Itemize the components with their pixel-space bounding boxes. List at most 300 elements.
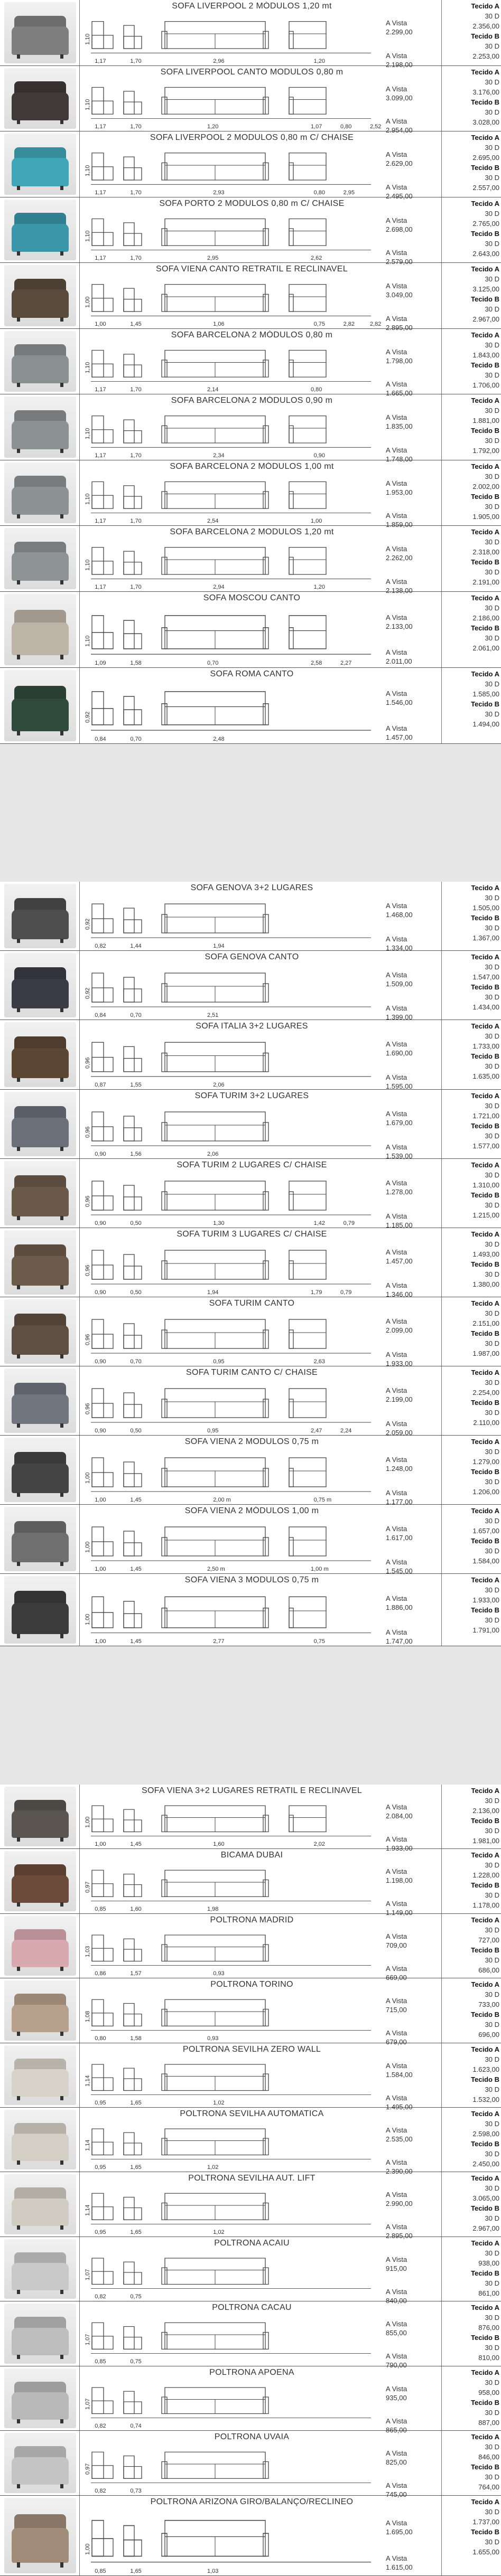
- dimension-value: 1,45: [130, 1638, 142, 1645]
- fabric-price-value: 727,00: [478, 1936, 499, 1944]
- fabric-tier-label: Tecido B: [471, 624, 499, 632]
- product-title-text: SOFA LIVERPOOL CANTO MODULOS 0,80 m: [157, 68, 347, 77]
- a-vista-label-b: A Vista: [386, 1835, 407, 1843]
- column-divider: [79, 1785, 80, 1848]
- dimension-labels: [89, 941, 385, 949]
- product-title-text: SOFA VIENA 2 MÓDULOS 1,00 m: [182, 1506, 322, 1515]
- product-drawing: [80, 2313, 382, 2356]
- fabric-price-value: 686,00: [478, 1966, 499, 1974]
- column-divider: [441, 1785, 442, 1848]
- sofa-leg: [60, 514, 63, 518]
- product-title-text: POLTRONA APOENA: [206, 2368, 298, 2377]
- fabric-prices: [444, 593, 499, 653]
- fabric-tier-label: Tecido B: [471, 2204, 499, 2212]
- product-title-text: SOFA TURIM 3+2 LUGARES: [192, 1091, 312, 1100]
- fabric-price-value: 30 D: [485, 1062, 499, 1070]
- a-vista-label: A Vista: [386, 1179, 407, 1187]
- dimension-value: 0,75: [313, 1638, 326, 1645]
- dimension-value: 0,90: [313, 452, 326, 459]
- a-vista-label: A Vista: [386, 971, 407, 979]
- dimension-value: 0,79: [343, 1220, 355, 1226]
- column-divider: [441, 1020, 442, 1089]
- product-drawing: [80, 78, 382, 121]
- height-label: 1,07: [85, 2269, 91, 2280]
- fabric-tier-label: Tecido B: [471, 2528, 499, 2536]
- a-vista-label-b: A Vista: [386, 2481, 407, 2489]
- column-divider: [441, 951, 442, 1020]
- product-row: [0, 394, 501, 463]
- product-drawing: [80, 209, 382, 253]
- a-vista-label-b: A Vista: [386, 2223, 407, 2231]
- dimension-drawing: [80, 680, 382, 734]
- dimension-value: 1,17: [95, 190, 106, 196]
- product-photo: [4, 1507, 76, 1571]
- a-vista-label: A Vista: [386, 2320, 407, 2328]
- fabric-price-value: 30 D: [485, 240, 499, 248]
- product-title: [95, 1437, 409, 1448]
- price-spacer: [386, 234, 439, 248]
- fabric-tier-label: Tecido A: [471, 397, 499, 404]
- fabric-price-value: 30 D: [485, 2409, 499, 2417]
- a-vista-price: 1.690,00: [386, 1049, 413, 1057]
- cash-prices: [386, 1386, 439, 1437]
- a-vista-label-b: A Vista: [386, 249, 407, 257]
- sofa-seat-shape: [12, 1603, 69, 1634]
- height-label: 1,10: [85, 362, 91, 373]
- a-vista-price: 2.099,00: [386, 1326, 413, 1334]
- a-vista-label-b: A Vista: [386, 1212, 407, 1220]
- column-divider: [79, 2172, 80, 2237]
- fabric-tier-label: Tecido A: [471, 2369, 499, 2376]
- price-spacer: [386, 497, 439, 511]
- a-vista-price-b: 1.185,00: [386, 1221, 413, 1229]
- product-title-text: SOFA GENOVA 3+2 LUGARES: [187, 883, 316, 892]
- dimension-value: 1,00: [311, 518, 322, 524]
- a-vista-price-b: 865,00: [386, 2426, 407, 2434]
- product-row: [0, 951, 501, 1020]
- dimension-drawing: [80, 1378, 382, 1426]
- height-label: 1,10: [85, 33, 91, 45]
- fabric-tier-label: Tecido B: [471, 32, 499, 40]
- sofa-leg: [60, 2096, 63, 2100]
- dimension-value: 0,73: [130, 2488, 142, 2494]
- fabric-price-value: 30 D: [485, 2379, 499, 2386]
- cash-prices: [386, 1317, 439, 1368]
- dimension-value: 0,70: [207, 660, 219, 666]
- a-vista-price-b: 1.399,00: [386, 1013, 413, 1021]
- sofa-seat-shape: [12, 1187, 69, 1216]
- a-vista-price: 2.199,00: [386, 1395, 413, 1403]
- sofa-seat-shape: [12, 421, 69, 449]
- dimension-value: 0,70: [130, 736, 142, 742]
- product-photo: [4, 1576, 76, 1644]
- a-vista-label: A Vista: [386, 2385, 407, 2393]
- product-row: [0, 2431, 501, 2496]
- dimension-drawing: [80, 2249, 382, 2291]
- sofa-seat-shape: [12, 2069, 69, 2097]
- dimension-value: 2,02: [313, 1841, 326, 1847]
- dimension-labels: [89, 450, 385, 459]
- fabric-tier-label: Tecido B: [471, 98, 499, 106]
- dimension-value: 0,90: [95, 1358, 106, 1365]
- product-row: [0, 882, 501, 951]
- dimension-drawing: [80, 2184, 382, 2227]
- product-title: [95, 669, 409, 680]
- dimension-value: 0,50: [130, 1428, 142, 1434]
- dimension-value: 0,86: [95, 1970, 106, 1977]
- dimension-labels: [89, 1904, 385, 1912]
- column-divider: [441, 263, 442, 328]
- fabric-tier-label: Tecido A: [471, 1369, 499, 1376]
- a-vista-price: 1.584,00: [386, 2071, 413, 2079]
- dimension-value: 2,47: [311, 1428, 322, 1434]
- fabric-price-value: 30 D: [485, 1309, 499, 1317]
- fabric-price-value: 2.318,00: [472, 548, 499, 556]
- dimension-value: 0,85: [95, 1906, 106, 1912]
- a-vista-price: 825,00: [386, 2458, 407, 2466]
- column-divider: [79, 2108, 80, 2172]
- sofa-seat-shape: [12, 289, 69, 317]
- product-photo: [4, 2, 76, 63]
- fabric-tier-label: Tecido A: [471, 1299, 499, 1307]
- product-drawing: [80, 1447, 382, 1495]
- dimension-value: 2,48: [213, 736, 225, 742]
- sofa-leg: [60, 1967, 63, 1971]
- dimension-labels: [89, 1149, 385, 1157]
- dimension-drawing: [80, 2055, 382, 2098]
- fabric-price-value: 30 D: [485, 1032, 499, 1040]
- a-vista-price-b: 2.954,00: [386, 126, 413, 134]
- a-vista-price-b: 1.595,00: [386, 1082, 413, 1090]
- cash-prices: [386, 1803, 439, 1853]
- fabric-price-value: 30 D: [485, 210, 499, 218]
- fabric-tier-label: Tecido A: [471, 2239, 499, 2247]
- dimension-value: 1,02: [213, 2100, 225, 2106]
- fabric-price-value: 30 D: [485, 1270, 499, 1278]
- dimension-value: 0,90: [95, 1428, 106, 1434]
- sofa-leg: [60, 2355, 63, 2359]
- product-title: [95, 2239, 409, 2249]
- sofa-leg: [60, 655, 63, 659]
- fabric-prices: [444, 2367, 499, 2428]
- a-vista-label-b: A Vista: [386, 1073, 407, 1081]
- sofa-leg: [17, 2484, 20, 2488]
- fabric-price-value: 30 D: [485, 2086, 499, 2093]
- dimension-value: 0,82: [95, 2488, 106, 2494]
- dimension-labels: [89, 253, 385, 261]
- column-divider: [441, 2108, 442, 2172]
- cash-prices: [386, 689, 439, 742]
- product-row: [0, 1436, 501, 1505]
- sheet-separator: [0, 1646, 501, 1785]
- fabric-price-value: 1.905,00: [472, 513, 499, 521]
- a-vista-label-b: A Vista: [386, 1281, 407, 1289]
- a-vista-price: 1.198,00: [386, 1876, 413, 1884]
- a-vista-label: A Vista: [386, 348, 407, 356]
- fabric-price-value: 810,00: [478, 2354, 499, 2362]
- dimension-value: 0,75: [130, 2294, 142, 2300]
- dimension-drawing: [80, 603, 382, 658]
- a-vista-label: A Vista: [386, 2519, 407, 2527]
- a-vista-label: A Vista: [386, 545, 407, 553]
- column-divider: [79, 2301, 80, 2366]
- fabric-price-value: 30 D: [485, 2538, 499, 2546]
- a-vista-price-b: 1.747,00: [386, 1637, 413, 1645]
- dimension-value: 1,17: [95, 255, 106, 261]
- fabric-price-value: 30 D: [485, 2120, 499, 2128]
- product-photo: [4, 1787, 76, 1846]
- a-vista-label-b: A Vista: [386, 315, 407, 323]
- dimension-drawing: [80, 1586, 382, 1636]
- product-title-text: SOFA ROMA CANTO: [207, 669, 296, 678]
- product-photo: [4, 1022, 76, 1087]
- a-vista-price: 935,00: [386, 2394, 407, 2402]
- product-title-text: SOFA GENOVA CANTO: [202, 952, 302, 961]
- column-divider: [441, 1436, 442, 1504]
- fabric-price-value: 30 D: [485, 2249, 499, 2257]
- a-vista-price-b: 745,00: [386, 2490, 407, 2498]
- fabric-price-value: 30 D: [485, 1827, 499, 1835]
- fabric-price-value: 1.310,00: [472, 1181, 499, 1189]
- sofa-leg: [60, 1354, 63, 1359]
- price-spacer: [386, 2144, 439, 2158]
- height-label: 0,96: [85, 1057, 91, 1069]
- product-drawing: [80, 2442, 382, 2486]
- product-photo: [4, 134, 76, 195]
- product-photo: [4, 1230, 76, 1295]
- a-vista-price: 1.248,00: [386, 1465, 413, 1473]
- fabric-tier-label: Tecido A: [471, 884, 499, 892]
- fabric-price-value: 1.434,00: [472, 1003, 499, 1011]
- a-vista-label: A Vista: [386, 690, 407, 697]
- fabric-price-value: 30 D: [485, 2344, 499, 2352]
- product-drawing: [80, 1309, 382, 1356]
- product-row: [0, 66, 501, 134]
- a-vista-label: A Vista: [386, 150, 407, 158]
- fabric-tier-label: Tecido A: [471, 1916, 499, 1924]
- product-title: [95, 1299, 409, 1309]
- a-vista-label: A Vista: [386, 19, 407, 27]
- price-spacer: [386, 1542, 439, 1558]
- dimension-value: 0,74: [130, 2423, 142, 2429]
- product-drawing: [80, 2055, 382, 2098]
- column-divider: [441, 1159, 442, 1228]
- sofa-leg: [60, 2484, 63, 2488]
- fabric-tier-label: Tecido A: [471, 2045, 499, 2053]
- product-photo: [4, 331, 76, 392]
- fabric-tier-label: Tecido B: [471, 1881, 499, 1889]
- height-label: 1,14: [85, 2204, 91, 2216]
- fabric-tier-label: Tecido B: [471, 361, 499, 369]
- a-vista-price-b: 1.859,00: [386, 521, 413, 529]
- product-title: [95, 2497, 409, 2508]
- product-title-text: SOFA TURIM 2 LUGARES C/ CHAISE: [173, 1160, 330, 1169]
- fabric-price-value: 1.881,00: [472, 417, 499, 424]
- product-title-text: SOFA BARCELONA 2 MÓDULOS 1,00 mt: [166, 462, 337, 471]
- fabric-price-value: 30 D: [485, 2443, 499, 2451]
- cash-prices: [386, 479, 439, 529]
- sofa-seat-shape: [12, 910, 69, 939]
- dimension-value: 1,00: [95, 1638, 106, 1645]
- price-spacer: [386, 1196, 439, 1212]
- price-spacer: [386, 2208, 439, 2222]
- a-vista-price: 1.509,00: [386, 980, 413, 988]
- product-title: [95, 527, 409, 538]
- dimension-value: 0,85: [95, 2358, 106, 2365]
- sofa-seat-shape: [12, 1464, 69, 1493]
- fabric-prices: [444, 2303, 499, 2363]
- a-vista-label: A Vista: [386, 1867, 407, 1875]
- column-divider: [79, 2431, 80, 2495]
- a-vista-label: A Vista: [386, 2126, 407, 2134]
- product-row: [0, 263, 501, 332]
- fabric-price-value: 3.176,00: [472, 88, 499, 96]
- sofa-seat-shape: [12, 26, 69, 54]
- fabric-price-value: 30 D: [485, 1797, 499, 1805]
- fabric-price-value: 696,00: [478, 2031, 499, 2039]
- dimension-labels: [89, 1218, 385, 1226]
- fabric-tier-label: Tecido A: [471, 2174, 499, 2182]
- fabric-price-value: 30 D: [485, 371, 499, 379]
- dimension-value: 0,93: [213, 1970, 225, 1977]
- dimension-labels: [89, 658, 385, 666]
- dimension-drawing: [80, 1861, 382, 1904]
- fabric-price-value: 30 D: [485, 568, 499, 576]
- product-title-text: SOFA TURIM 3 LUGARES C/ CHAISE: [173, 1230, 330, 1239]
- product-row: [0, 1849, 501, 1917]
- fabric-price-value: 30 D: [485, 108, 499, 116]
- dimension-value: 1,45: [130, 1566, 142, 1572]
- a-vista-label: A Vista: [386, 1040, 407, 1048]
- fabric-price-value: 30 D: [485, 1201, 499, 1209]
- a-vista-label: A Vista: [386, 1525, 407, 1533]
- product-row: [0, 1366, 501, 1436]
- fabric-prices: [444, 952, 499, 1012]
- sofa-leg: [60, 731, 63, 735]
- dimension-value: 0,90: [95, 1151, 106, 1157]
- a-vista-price-b: 1.665,00: [386, 389, 413, 397]
- dimension-drawing: [80, 1171, 382, 1218]
- fabric-tier-label: Tecido A: [471, 2304, 499, 2311]
- cash-prices: [386, 1178, 439, 1230]
- dimension-value: 0,82: [95, 2423, 106, 2429]
- dimension-value: 0,82: [95, 2294, 106, 2300]
- sofa-leg: [60, 1147, 63, 1152]
- dimension-value: 1,70: [130, 255, 142, 261]
- product-title: [95, 883, 409, 894]
- dimension-value: 0,95: [95, 2229, 106, 2235]
- fabric-price-value: 3.125,00: [472, 285, 499, 293]
- product-title-text: POLTRONA MADRID: [207, 1916, 297, 1924]
- column-divider: [441, 2431, 442, 2495]
- dimension-value: 1,70: [130, 584, 142, 590]
- dimension-value: 2,52: [370, 124, 382, 130]
- dimension-drawing: [80, 406, 382, 450]
- a-vista-price: 2.629,00: [386, 159, 413, 167]
- sofa-leg: [17, 2160, 20, 2165]
- dimension-drawing: [80, 2378, 382, 2421]
- a-vista-price: 2.698,00: [386, 225, 413, 233]
- fabric-price-value: 2.643,00: [472, 250, 499, 258]
- fabric-price-value: 1.657,00: [472, 1527, 499, 1535]
- a-vista-price-b: 1.346,00: [386, 1290, 413, 1298]
- column-divider: [79, 197, 80, 262]
- column-divider: [441, 197, 442, 262]
- dimension-labels: [89, 2291, 385, 2300]
- fabric-price-value: 1.547,00: [472, 973, 499, 981]
- dimension-drawing: [80, 12, 382, 56]
- product-photo: [4, 68, 76, 129]
- a-vista-label-b: A Vista: [386, 1558, 407, 1566]
- fabric-price-value: 30 D: [485, 963, 499, 971]
- dimension-value: 0,87: [95, 1082, 106, 1088]
- column-divider: [441, 394, 442, 460]
- fabric-tier-label: Tecido A: [471, 1022, 499, 1030]
- product-photo: [4, 1369, 76, 1433]
- fabric-price-value: 30 D: [485, 1891, 499, 1899]
- product-title-text: SOFA TURIM CANTO C/ CHAISE: [183, 1368, 321, 1377]
- dimension-labels: [89, 1356, 385, 1365]
- fabric-prices: [444, 1575, 499, 1635]
- price-spacer: [386, 1058, 439, 1073]
- sofa-leg: [60, 449, 63, 453]
- fabric-prices: [444, 1437, 499, 1497]
- product-drawing: [80, 12, 382, 56]
- fabric-tier-label: Tecido B: [471, 1260, 499, 1268]
- product-photo: [4, 884, 76, 948]
- product-photo: [4, 265, 76, 326]
- fabric-prices: [444, 461, 499, 522]
- fabric-price-value: 30 D: [485, 1956, 499, 1964]
- fabric-prices: [444, 1021, 499, 1081]
- dimension-value: 0,93: [207, 2035, 219, 2042]
- product-row: [0, 2172, 501, 2240]
- dimension-value: 1,70: [130, 386, 142, 393]
- sofa-leg: [17, 383, 20, 387]
- column-divider: [441, 0, 442, 65]
- sofa-leg: [17, 2355, 20, 2359]
- sofa-leg: [60, 1837, 63, 1842]
- dimension-value: 2,51: [207, 1012, 219, 1018]
- height-label: 1,00: [85, 1541, 91, 1553]
- fabric-prices: [444, 1091, 499, 1151]
- price-spacer: [386, 1612, 439, 1628]
- column-divider: [441, 2366, 442, 2430]
- dimension-drawing: [80, 1032, 382, 1080]
- a-vista-label: A Vista: [386, 216, 407, 224]
- sofa-leg: [60, 1562, 63, 1567]
- price-spacer: [386, 299, 439, 314]
- dimension-labels: [89, 2162, 385, 2171]
- height-label: 1,10: [85, 99, 91, 110]
- dimension-value: 2,24: [340, 1428, 352, 1434]
- fabric-price-value: 30 D: [485, 894, 499, 902]
- a-vista-price: 1.695,00: [386, 2528, 413, 2536]
- a-vista-label: A Vista: [386, 1386, 407, 1394]
- dimension-labels: [89, 2566, 385, 2574]
- a-vista-label: A Vista: [386, 2191, 407, 2198]
- a-vista-label-b: A Vista: [386, 2554, 407, 2562]
- a-vista-label: A Vista: [386, 479, 407, 487]
- sofa-leg: [60, 1078, 63, 1082]
- fabric-price-value: 30 D: [485, 1102, 499, 1110]
- fabric-price-value: 30 D: [485, 1586, 499, 1594]
- product-row: [0, 2496, 501, 2576]
- product-title-text: SOFA BARCELONA 2 MÓDULOS 0,80 m: [168, 331, 336, 339]
- a-vista-label-b: A Vista: [386, 578, 407, 586]
- fabric-price-value: 1.843,00: [472, 351, 499, 359]
- product-drawing: [80, 1861, 382, 1904]
